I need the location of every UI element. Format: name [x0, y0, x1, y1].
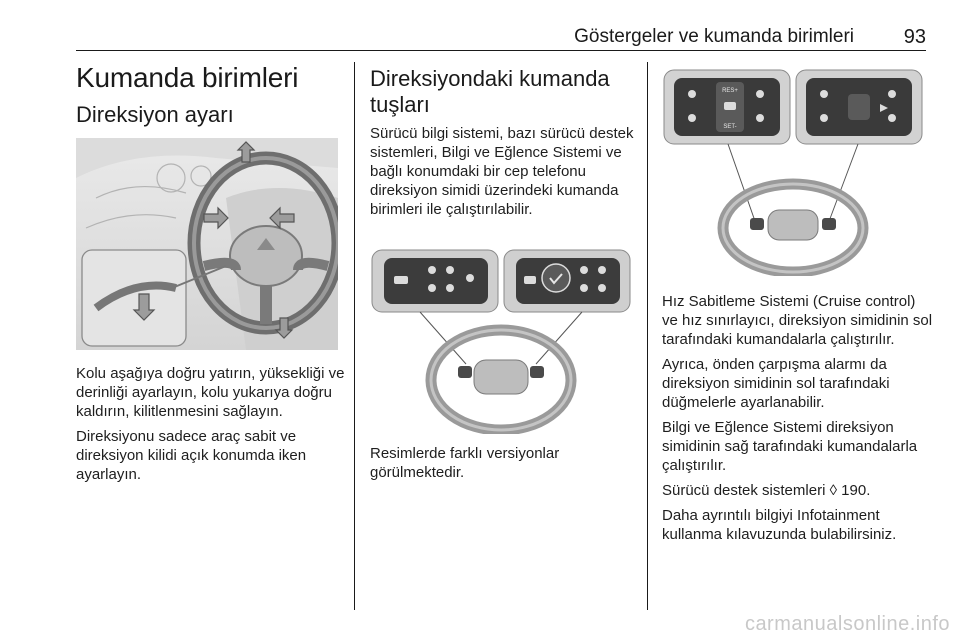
xref-text: Sürücü destek sistemleri	[662, 482, 826, 499]
watermark: carmanualsonline.info	[744, 613, 950, 635]
paragraph: Ayrıca, önden çarpışma alarmı da direksiyon simidinin sol tarafındaki düğmelerle ayarlanabilir.	[662, 356, 890, 411]
res-label: RES+	[722, 88, 738, 94]
column-divider-right	[647, 62, 648, 610]
right-text	[662, 292, 934, 544]
middle-column	[370, 66, 638, 219]
xref-page: 190.	[841, 482, 871, 499]
figure-caption: Resimlerde farklı versiyonlar görülmektedir.	[370, 445, 560, 481]
header-rule	[76, 50, 926, 51]
set-label: SET-	[723, 124, 737, 130]
paragraph: Kolu aşağıya doğru yatırın, yüksekliği ve derinliği ayarlayın, kolu yukarıya doğru kaldırın, kilitlenmesini sağlayın.	[76, 365, 345, 420]
paragraph: Hız Sabitleme Sistemi (Cruise control) ve hız sınırlayıcı, direksiyon simidinin sol tarafındaki kumandalarla çalıştırılır.	[662, 293, 933, 348]
intro-paragraph: Sürücü bilgi sistemi, bazı sürücü destek sistemleri, Bilgi ve Eğlence Sistemi ve bağlı konumdaki bir cep telefonu direksiyon simidi üzerindeki kumanda birimleri ile çalıştırılabilir.	[370, 125, 634, 218]
xref-arrow-icon: ◊	[829, 482, 837, 499]
subsection-heading: Direksiyon ayarı	[76, 102, 234, 127]
column-divider-left	[354, 62, 355, 610]
cross-reference[interactable]	[662, 481, 934, 500]
controls-figure-version-a	[370, 248, 632, 434]
middle-caption-block	[370, 444, 638, 482]
controls-heading: Direksiyondaki kumanda tuşları	[370, 66, 610, 117]
paragraph: Daha ayrıntılı bilgiyi Infotainment kullanma kılavuzunda bulabilirsiniz.	[662, 507, 897, 543]
paragraph: Direksiyonu sadece araç sabit ve direksiyon kilidi açık konumda iken ayarlayın.	[76, 428, 307, 483]
paragraph: Bilgi ve Eğlence Sistemi direksiyon simidinin sağ tarafındaki kumandalarla çalıştırılır.	[662, 419, 918, 474]
left-column	[76, 62, 344, 128]
left-text	[76, 364, 346, 484]
controls-figure-version-b	[662, 68, 924, 276]
steering-adjust-figure	[76, 138, 338, 350]
section-heading: Kumanda birimleri	[76, 62, 299, 93]
page-number: 93	[903, 26, 926, 48]
header-title: Göstergeler ve kumanda birimleri	[574, 26, 854, 47]
